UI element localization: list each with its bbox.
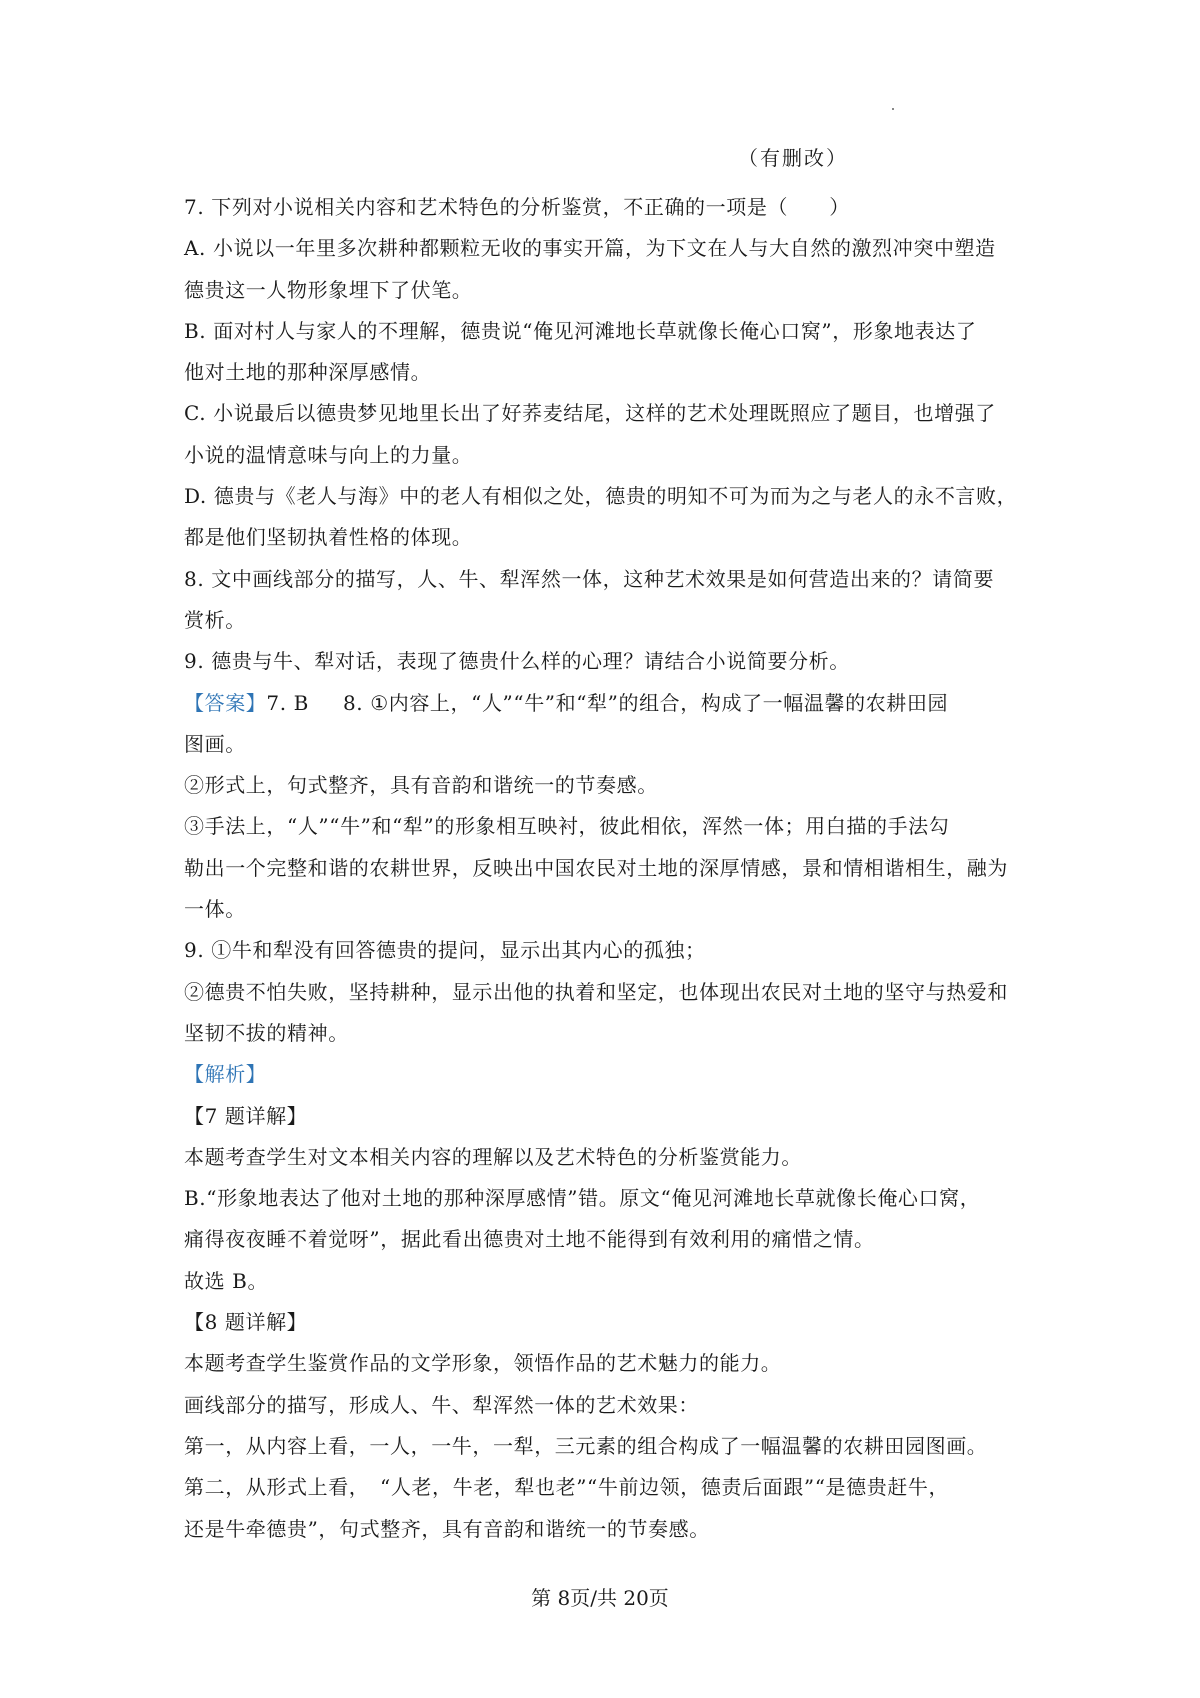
q8-line2: 赏析。 xyxy=(184,607,246,632)
answer-label: 【答案】 xyxy=(184,690,267,715)
q7-option-d-line1: D. 德贵与《老人与海》中的老人有相似之处，德贵的明知不可为而为之与老人的永不言败， xyxy=(184,484,1018,509)
q7-option-a-line2: 德贵这一人物形象埋下了伏笔。 xyxy=(184,277,473,302)
q8-detail-line3: 第一，从内容上看，一人，一牛，一犁，三元素的组合构成了一幅温馨的农耕田园图画。 xyxy=(184,1433,988,1458)
q7-option-c-line2: 小说的温情意味与向上的力量。 xyxy=(184,442,473,467)
document-body xyxy=(184,187,1024,1550)
q7-stem: 7. 下列对小说相关内容和艺术特色的分析鉴赏，不正确的一项是（ ） xyxy=(184,195,850,219)
q8-detail-heading: 【8 题详解】 xyxy=(184,1310,308,1335)
q7-option-b-line1: B. 面对村人与家人的不理解，德贵说“俺见河滩地长草就像长俺心口窝”，形象地表达了 xyxy=(184,318,977,343)
q8-detail-line4: 第二，从形式上看， “人老，牛老，犁也老”“牛前边领，德责后面跟”“是德贵赶牛， xyxy=(184,1475,950,1500)
answer-line xyxy=(184,683,1024,724)
q8-line1: 8. 文中画线部分的描写，人、牛、犁浑然一体，这种艺术效果是如何营造出来的？请简要 xyxy=(184,566,995,591)
answer-q8-line2: 图画。 xyxy=(184,731,246,756)
answer-q7: 7. B xyxy=(266,690,309,715)
q8-detail-line1: 本题考查学生鉴赏作品的文学形象，领悟作品的艺术魅力的能力。 xyxy=(184,1351,782,1376)
page-number-footer: 第 8页/共 20页 xyxy=(531,1586,669,1610)
q8-detail-line2: 画线部分的描写，形成人、牛、犁浑然一体的艺术效果： xyxy=(184,1392,699,1417)
q8-detail-line5: 还是牛牵德贵”，句式整齐，具有音韵和谐统一的节奏感。 xyxy=(184,1516,710,1541)
answer-q8-line5: 勒出一个完整和谐的农耕世界，反映出中国农民对土地的深厚情感，景和情相谐相生，融为 xyxy=(184,855,1008,880)
answer-q9-line1: 9. ①牛和犁没有回答德贵的提问，显示出其内心的孤独； xyxy=(184,938,706,963)
speck xyxy=(892,108,894,110)
q7-detail-line3: 痛得夜夜睡不着觉呀”，据此看出德贵对土地不能得到有效利用的痛惜之情。 xyxy=(184,1227,875,1252)
q7-option-c-line1: C. 小说最后以德贵梦见地里长出了好荞麦结尾，这样的艺术处理既照应了题目，也增强了 xyxy=(184,401,996,426)
q7-option-b-line2: 他对土地的那种深厚感情。 xyxy=(184,360,432,385)
q7-option-a-line1: A. 小说以一年里多次耕种都颗粒无收的事实开篇，为下文在人与大自然的激烈冲突中塑造 xyxy=(184,236,996,261)
q7-detail-line4: 故选 B。 xyxy=(184,1268,269,1293)
answer-q8-line3: ②形式上，句式整齐，具有音韵和谐统一的节奏感。 xyxy=(184,773,658,798)
answer-q9-line2: ②德贵不怕失败，坚持耕种，显示出他的执着和坚定，也体现出农民对土地的坚守与热爱和 xyxy=(184,979,1008,1004)
analysis-label: 【解析】 xyxy=(184,1062,267,1087)
answer-q8-line6: 一体。 xyxy=(184,897,246,922)
q7-detail-line2: B.“形象地表达了他对土地的那种深厚感情”错。原文“俺见河滩地长草就像长俺心口窝， xyxy=(184,1186,981,1211)
answer-q8-line4: ③手法上，“人”“牛”和“犁”的形象相互映衬，彼此相依，浑然一体；用白描的手法勾 xyxy=(184,814,950,839)
answer-q9-line3: 坚韧不拔的精神。 xyxy=(184,1020,349,1045)
q9-line1: 9. 德贵与牛、犁对话，表现了德贵什么样的心理？请结合小说简要分析。 xyxy=(184,649,850,674)
q7-detail-line1: 本题考查学生对文本相关内容的理解以及艺术特色的分析鉴赏能力。 xyxy=(184,1144,802,1169)
answer-q8-line1: 8. ①内容上，“人”“牛”和“犁”的组合，构成了一幅温馨的农耕田园 xyxy=(342,690,949,715)
q7-option-d-line2: 都是他们坚韧执着性格的体现。 xyxy=(184,525,473,550)
source-note: （有删改） xyxy=(738,146,848,170)
q7-detail-heading: 【7 题详解】 xyxy=(184,1103,308,1128)
